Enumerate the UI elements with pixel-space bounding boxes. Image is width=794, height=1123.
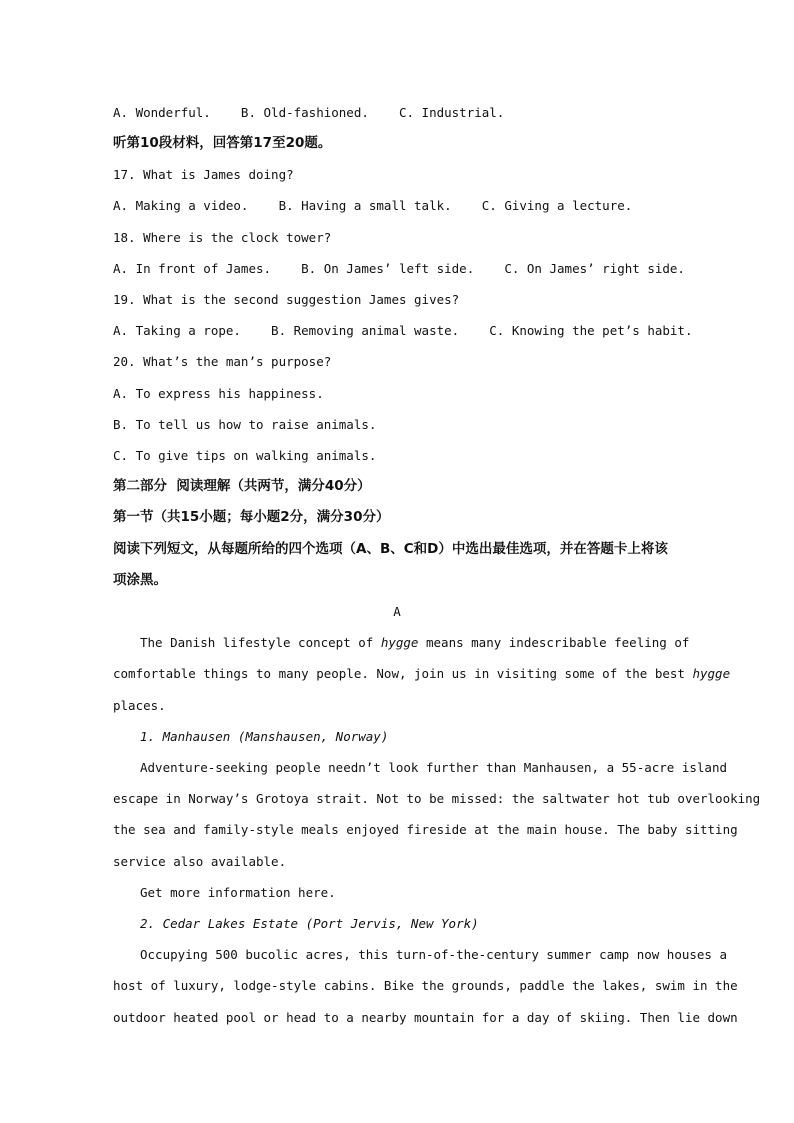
instructions-line-2: 项涂黑。 bbox=[113, 572, 167, 588]
instructions-line-1: 阅读下列短文，从每题所给的四个选项（A、B、C和D）中选出最佳选项，并在答题卡上将该 bbox=[113, 541, 668, 557]
hygge-term: hygge bbox=[692, 666, 731, 681]
section-one-heading: 第一节（共15小题；每小题2分，满分30分） bbox=[113, 509, 390, 525]
question-18-options: A. In front of James. B. On James’ left side. C. On James’ right side. bbox=[113, 261, 685, 276]
question-18: 18. Where is the clock tower? bbox=[113, 230, 332, 245]
q16-options: A. Wonderful. B. Old-fashioned. C. Industrial. bbox=[113, 105, 505, 120]
question-17-options: A. Making a video. B. Having a small talk. C. Giving a lecture. bbox=[113, 198, 633, 213]
item-1-body-line: Adventure-seeking people needn’t look further than Manhausen, a 55-acre island bbox=[140, 760, 727, 775]
question-20-option-c: C. To give tips on walking animals. bbox=[113, 448, 377, 463]
passage-label: A bbox=[393, 604, 401, 619]
item-2-body-line: outdoor heated pool or head to a nearby mountain for a day of skiing. Then lie down bbox=[113, 1010, 738, 1025]
intro-line-2: comfortable things to many people. Now, join us in visiting some of the best hygge bbox=[113, 666, 731, 681]
hygge-term: hygge bbox=[380, 635, 419, 650]
item-1-title: 1. Manhausen (Manshausen, Norway) bbox=[140, 729, 389, 744]
item-2-body-line: host of luxury, lodge-style cabins. Bike the grounds, paddle the lakes, swim in the bbox=[113, 978, 738, 993]
part-two-heading: 第二部分 阅读理解（共两节，满分40分） bbox=[113, 478, 371, 494]
item-1-body-line: escape in Norway’s Grotoya strait. Not to be missed: the saltwater hot tub overlooking bbox=[113, 791, 761, 806]
intro-line-3: places. bbox=[113, 698, 166, 713]
question-17: 17. What is James doing? bbox=[113, 167, 294, 182]
item-1-more-info: Get more information here. bbox=[140, 885, 336, 900]
item-2-body-line: Occupying 500 bucolic acres, this turn-of-the-century summer camp now houses a bbox=[140, 947, 727, 962]
item-1-body-line: the sea and family-style meals enjoyed fireside at the main house. The baby sitting bbox=[113, 822, 738, 837]
intro-line-1: The Danish lifestyle concept of hygge means many indescribable feeling of bbox=[140, 635, 690, 650]
question-20-option-b: B. To tell us how to raise animals. bbox=[113, 417, 377, 432]
question-20-option-a: A. To express his happiness. bbox=[113, 386, 324, 401]
item-1-body-line: service also available. bbox=[113, 854, 287, 869]
question-19: 19. What is the second suggestion James gives? bbox=[113, 292, 460, 307]
item-2-title: 2. Cedar Lakes Estate (Port Jervis, New York) bbox=[140, 916, 479, 931]
section-listening-10-heading: 听第10段材料，回答第17至20题。 bbox=[113, 135, 332, 151]
question-19-options: A. Taking a rope. B. Removing animal waste. C. Knowing the pet’s habit. bbox=[113, 323, 693, 338]
question-20: 20. What’s the man’s purpose? bbox=[113, 354, 332, 369]
